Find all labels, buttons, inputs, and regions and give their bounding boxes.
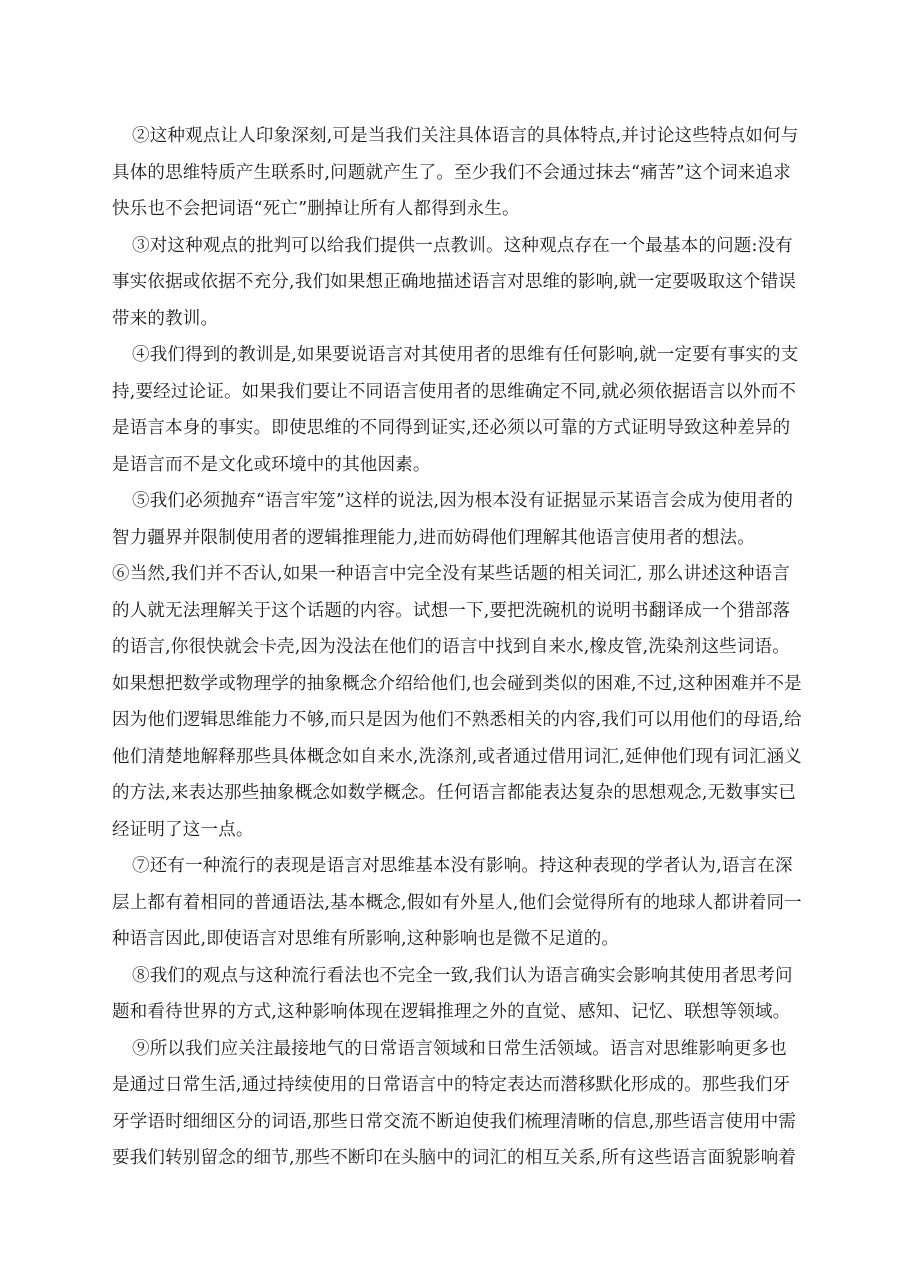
paragraph-line: 具体的思维特质产生联系时,问题就产生了。至少我们不会通过抹去“痛苦”这个词来追求 [112,162,791,183]
paragraph-line: 的人就无法理解关于这个话题的内容。试想一下,要把洗碗机的说明书翻译成一个猎部落 [112,600,791,621]
paragraph-line: 题和看待世界的方式,这种影响体现在逻辑推理之外的直觉、感知、记忆、联想等领域。 [112,1002,791,1022]
paragraph-line: 因为他们逻辑思维能力不够,而只是因为他们不熟悉相关的内容,我们可以用他们的母语,给 [112,710,802,730]
paragraph-line: 牙学语时细细区分的词语,那些日常交流不断迫使我们梳理清晰的信息,那些语言使用中需 [112,1111,797,1132]
paragraph-2 [112,118,812,228]
paragraph-line: 的语言,你很快就会卡壳,因为没法在他们的语言中找到自来水,橡皮管,洗染剂这些词语。 [112,637,790,657]
paragraph-6 [112,556,812,848]
paragraph-line: 事实依据或依据不充分,我们如果想正确地描述语言对思维的影响,就一定要吸取这个错误 [112,272,797,292]
paragraph-line: 他们清楚地解释那些具体概念如自来水,洗涤剂,或者通过借用词汇,延伸他们现有词汇涵义 [112,746,802,767]
paragraph-3 [112,228,812,338]
paragraph-line: 是语言本身的事实。即使思维的不同得到证实,还必须以可靠的方式证明导致这种差异的 [112,418,791,438]
paragraph-line: 带来的教训。 [112,308,219,329]
paragraph-9 [112,1031,812,1177]
paragraph-line: ⑥当然,我们并不否认,如果一种语言中完全没有某些话题的相关词汇, 那么讲述这种语言 [112,564,790,584]
paragraph-line: ⑧我们的观点与这种流行看法也不完全一致,我们认为语言确实会影响其使用者思考问 [132,965,793,986]
paragraph-line: 是语言而不是文化或环境中的其他因素。 [112,454,431,475]
paragraph-line: 持,要经过论证。如果我们要让不同语言使用者的思维确定不同,就必须依据语言以外而不 [112,381,797,402]
paragraph-5 [112,483,812,556]
paragraph-line: 智力疆界并限制使用者的逻辑推理能力,进而妨碍他们理解其他语言使用者的想法。 [112,527,755,548]
article-body [112,118,812,1177]
paragraph-line: 是通过日常生活,通过持续使用的日常语言中的特定表达而潜移默化形成的。那些我们牙 [112,1075,791,1095]
paragraph-line: 快乐也不会把词语“死亡”删掉让所有人都得到永生。 [112,199,520,219]
paragraph-line: ③对这种观点的批判可以给我们提供一点教训。这种观点存在一个最基本的问题:没有 [132,235,793,256]
paragraph-line: ⑦还有一种流行的表现是语言对思维基本没有影响。持这种表现的学者认为,语言在深 [132,856,793,876]
paragraph-line: 层上都有着相同的普通语法,基本概念,假如有外星人,他们会觉得所有的地球人都讲着同一 [112,892,802,913]
paragraph-line: ④我们得到的教训是,如果要说语言对其使用者的思维有任何影响,就一定要有事实的支 [132,345,799,365]
paragraph-line: 的方法,来表达那些抽象概念如数学概念。任何语言都能表达复杂的思想观念,无数事实已 [112,783,797,803]
paragraph-7 [112,848,812,958]
paragraph-line: 要我们转别留念的细节,那些不断印在头脑中的词汇的相互关系,所有这些语言面貌影响着 [112,1148,797,1168]
paragraph-line: ⑨所以我们应关注最接地气的日常语言领域和日常生活领域。语言对思维影响更多也 [132,1038,787,1059]
paragraph-line: 经证明了这一点。 [112,819,254,840]
paragraph-line: ⑤我们必须抛弃“语言牢笼”这样的说法,因为根本没有证据显示某语言会成为使用者的 [132,491,794,511]
paragraph-8 [112,958,812,1031]
paragraph-line: 种语言因此,即使语言对思维有所影响,这种影响也是微不足道的。 [112,929,620,949]
paragraph-line: 如果想把数学或物理学的抽象概念介绍给他们,也会碰到类似的困难,不过,这种困难并不是 [112,673,802,694]
paragraph-line: ②这种观点让人印象深刻,可是当我们关注具体语言的具体特点,并讨论这些特点如何与 [132,126,799,146]
paragraph-4 [112,337,812,483]
